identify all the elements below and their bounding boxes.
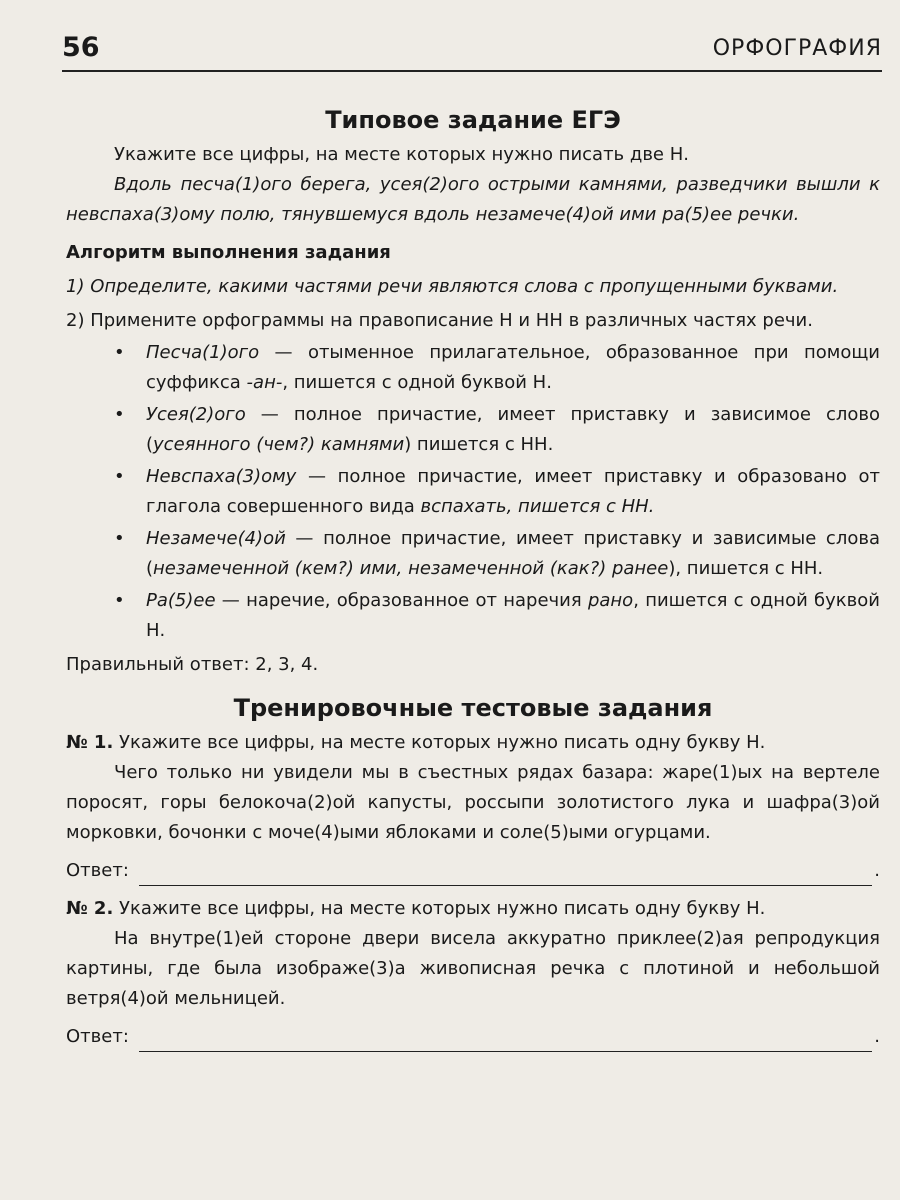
page-number: 56 [62,32,100,63]
bullet-suffix: -ан- [246,372,283,393]
typical-task-title: Типовое задание ЕГЭ [325,106,621,134]
bullet-item-4 [66,524,880,584]
task-2-text: На внутре(1)ей стороне двери висела аккуратно приклее(2)ая репродукция картины, где была изображе(3)а живописная речка с плотиной и небольшой ветря(4)ой мельницей. [66,928,880,1009]
page-content [66,100,880,1052]
page-header [62,32,882,72]
answer-label: Ответ: [66,860,129,881]
bullet-item-1 [66,338,880,398]
training-title: Тренировочные тестовые задания [233,694,713,722]
bullet-dependent: усеянного (чем?) камнями [153,434,405,455]
task-1-text: Чего только ни увидели мы в съестных рядах базара: жаре(1)ых на вертеле поросят, горы белокоча(2)ой капусты, россыпи золотистого лука и шафра(3)ой морковки, бочонки с моче(4)ыми яблоками и соле(5)ыми огурцами. [66,762,880,843]
bullet-item-3 [66,462,880,522]
task-2-answer-field[interactable] [139,1029,872,1052]
bullet-dot: • [114,590,125,611]
bullet-text: — полное причастие, имеет приставку и зависимое слово ( [146,404,880,455]
bullet-word: Усея(2)ого [146,404,246,425]
correct-answer: Правильный ответ: 2, 3, 4. [66,654,319,675]
algorithm-title: Алгоритм выполнения задания [66,242,391,263]
bullet-text: , пишется с одной буквой Н. [282,372,552,393]
task-2-number: № 2. [66,898,114,919]
typical-instruction: Укажите все цифры, на месте которых нужно писать две Н. [114,144,689,165]
answer-dot: . [874,860,880,881]
bullet-text: , пишется с одной буквой Н. [146,590,880,641]
bullet-dot: • [114,342,125,363]
bullet-verb: вспахать, пишется с НН. [420,496,655,517]
section-title: ОРФОГРАФИЯ [712,36,882,61]
bullet-text: ), пишется с НН. [668,558,824,579]
algorithm-step-1: 1) Определите, какими частями речи являются слова с пропущенными буквами. [66,276,839,297]
answer-label: Ответ: [66,1026,129,1047]
bullet-dependent: незамеченной (кем?) ими, незамеченной (как?) ранее [153,558,669,579]
task-2-instruction [66,894,880,924]
typical-sentence: Вдоль песча(1)ого берега, усея(2)ого острыми камнями, разведчики вышли к невспаха(3)ому полю, тянувшемуся вдоль незамече(4)ой ими ра(5)ее речки. [66,174,880,225]
bullet-word: Невспаха(3)ому [146,466,297,487]
task-2-answer-row [66,1022,880,1052]
bullet-dot: • [114,466,125,487]
bullet-item-2 [66,400,880,460]
task-2-instruction-text: Укажите все цифры, на месте которых нужно писать одну букву Н. [113,898,766,919]
bullet-word: Песча(1)ого [146,342,260,363]
task-1-instruction [66,728,880,758]
bullet-text: ) пишется с НН. [404,434,554,455]
bullet-word: Незамече(4)ой [146,528,286,549]
task-1-answer-field[interactable] [139,863,872,886]
bullet-text: — наречие, образованное от наречия [215,590,588,611]
task-1-number: № 1. [66,732,114,753]
bullet-dot: • [114,528,125,549]
task-1-answer-row [66,856,880,886]
bullet-adverb: рано [587,590,634,611]
answer-dot: . [874,1026,880,1047]
bullet-word: Ра(5)ее [146,590,216,611]
bullet-text: — отыменное прилагательное, образованное при помощи суффикса [146,342,880,393]
bullet-text: — полное причастие, имеет приставку и зависимые слова ( [146,528,880,579]
bullet-text: — полное причастие, имеет приставку и образовано от глагола совершенного вида [146,466,880,517]
bullet-dot: • [114,404,125,425]
bullet-item-5 [66,586,880,646]
task-1-instruction-text: Укажите все цифры, на месте которых нужно писать одну букву Н. [113,732,766,753]
algorithm-step-2: 2) Примените орфограммы на правописание Н и НН в различных частях речи. [66,310,813,331]
